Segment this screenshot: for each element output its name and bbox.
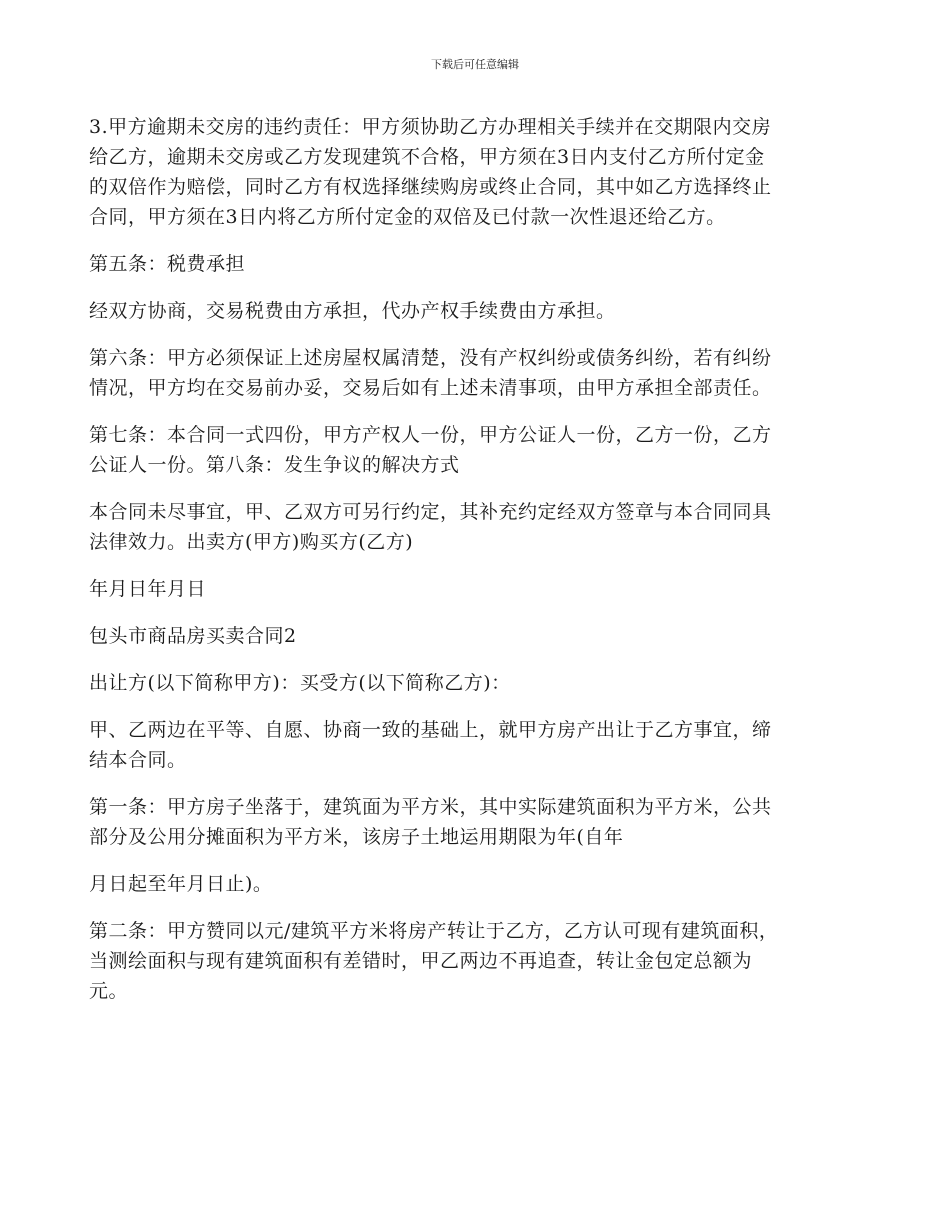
text-line: 甲、乙两边在平等、自愿、协商一致的基础上，就甲方房产出让于乙方事宜，缔 bbox=[89, 719, 772, 741]
paragraph-tax-terms bbox=[89, 296, 864, 326]
paragraph-article-2 bbox=[89, 916, 864, 1006]
text-line: 第六条：甲方必须保证上述房屋权属清楚，没有产权纠纷或债务纠纷，若有纠纷 bbox=[89, 347, 772, 369]
page-header: 下载后可任意编辑 bbox=[431, 58, 519, 71]
text-line: 经双方协商，交易税费由方承担，代办产权手续费由方承担。 bbox=[89, 300, 616, 322]
text-line: 给乙方，逾期未交房或乙方发现建筑不合格，甲方须在3日内支付乙方所付定金 bbox=[89, 146, 765, 168]
paragraph-date-line bbox=[89, 574, 864, 604]
paragraph-clause-3-penalty bbox=[89, 112, 864, 232]
contract-2-title bbox=[89, 621, 864, 651]
text-line: 公证人一份。第八条：发生争议的解决方式 bbox=[89, 454, 460, 476]
paragraph-article-6 bbox=[89, 343, 864, 403]
text-line: 出让方(以下简称甲方)：买受方(以下简称乙方)： bbox=[89, 672, 511, 694]
text-line: 情况，甲方均在交易前办妥，交易后如有上述未清事项，由甲方承担全部责任。 bbox=[89, 377, 772, 399]
text-line: 第二条：甲方赞同以元/建筑平方米将房产转让于乙方，乙方认可现有建筑面积， bbox=[89, 920, 779, 942]
text-line: 元。 bbox=[89, 980, 129, 1002]
text-line: 结本合同。 bbox=[89, 749, 187, 771]
text-line: 第一条：甲方房子坐落于，建筑面为平方米，其中实际建筑面积为平方米，公共 bbox=[89, 796, 772, 818]
text-line: 本合同未尽事宜，甲、乙双方可另行约定，其补充约定经双方签章与本合同同具 bbox=[89, 501, 772, 523]
text-line: 第七条：本合同一式四份，甲方产权人一份，甲方公证人一份，乙方一份，乙方 bbox=[89, 424, 772, 446]
paragraph-article-1-continued bbox=[89, 869, 864, 899]
paragraph-parties bbox=[89, 668, 864, 698]
text-line: 合同，甲方须在3日内将乙方所付定金的双倍及已付款一次性退还给乙方。 bbox=[89, 206, 726, 228]
text-line: 当测绘面积与现有建筑面积有差错时，甲乙两边不再追查，转让金包定总额为 bbox=[89, 950, 753, 972]
paragraph-article-7 bbox=[89, 420, 864, 480]
heading-article-5 bbox=[89, 249, 864, 279]
text-line: 包头市商品房买卖合同2 bbox=[89, 625, 297, 647]
text-line: 月日起至年月日止)。 bbox=[89, 873, 273, 895]
text-line: 部分及公用分摊面积为平方米，该房子土地运用期限为年(自年 bbox=[89, 826, 624, 848]
text-line: 3.甲方逾期未交房的违约责任：甲方须协助乙方办理相关手续并在交期限内交房 bbox=[89, 116, 772, 138]
paragraph-article-1 bbox=[89, 792, 864, 852]
text-line: 年月日年月日 bbox=[89, 578, 207, 600]
paragraph-preamble bbox=[89, 715, 864, 775]
text-line: 第五条：税费承担 bbox=[89, 253, 246, 275]
text-line: 法律效力。出卖方(甲方)购买方(乙方) bbox=[89, 531, 414, 553]
text-line: 的双倍作为赔偿，同时乙方有权选择继续购房或终止合同，其中如乙方选择终止 bbox=[89, 176, 772, 198]
paragraph-supplement bbox=[89, 497, 864, 557]
document-body bbox=[89, 112, 864, 1023]
